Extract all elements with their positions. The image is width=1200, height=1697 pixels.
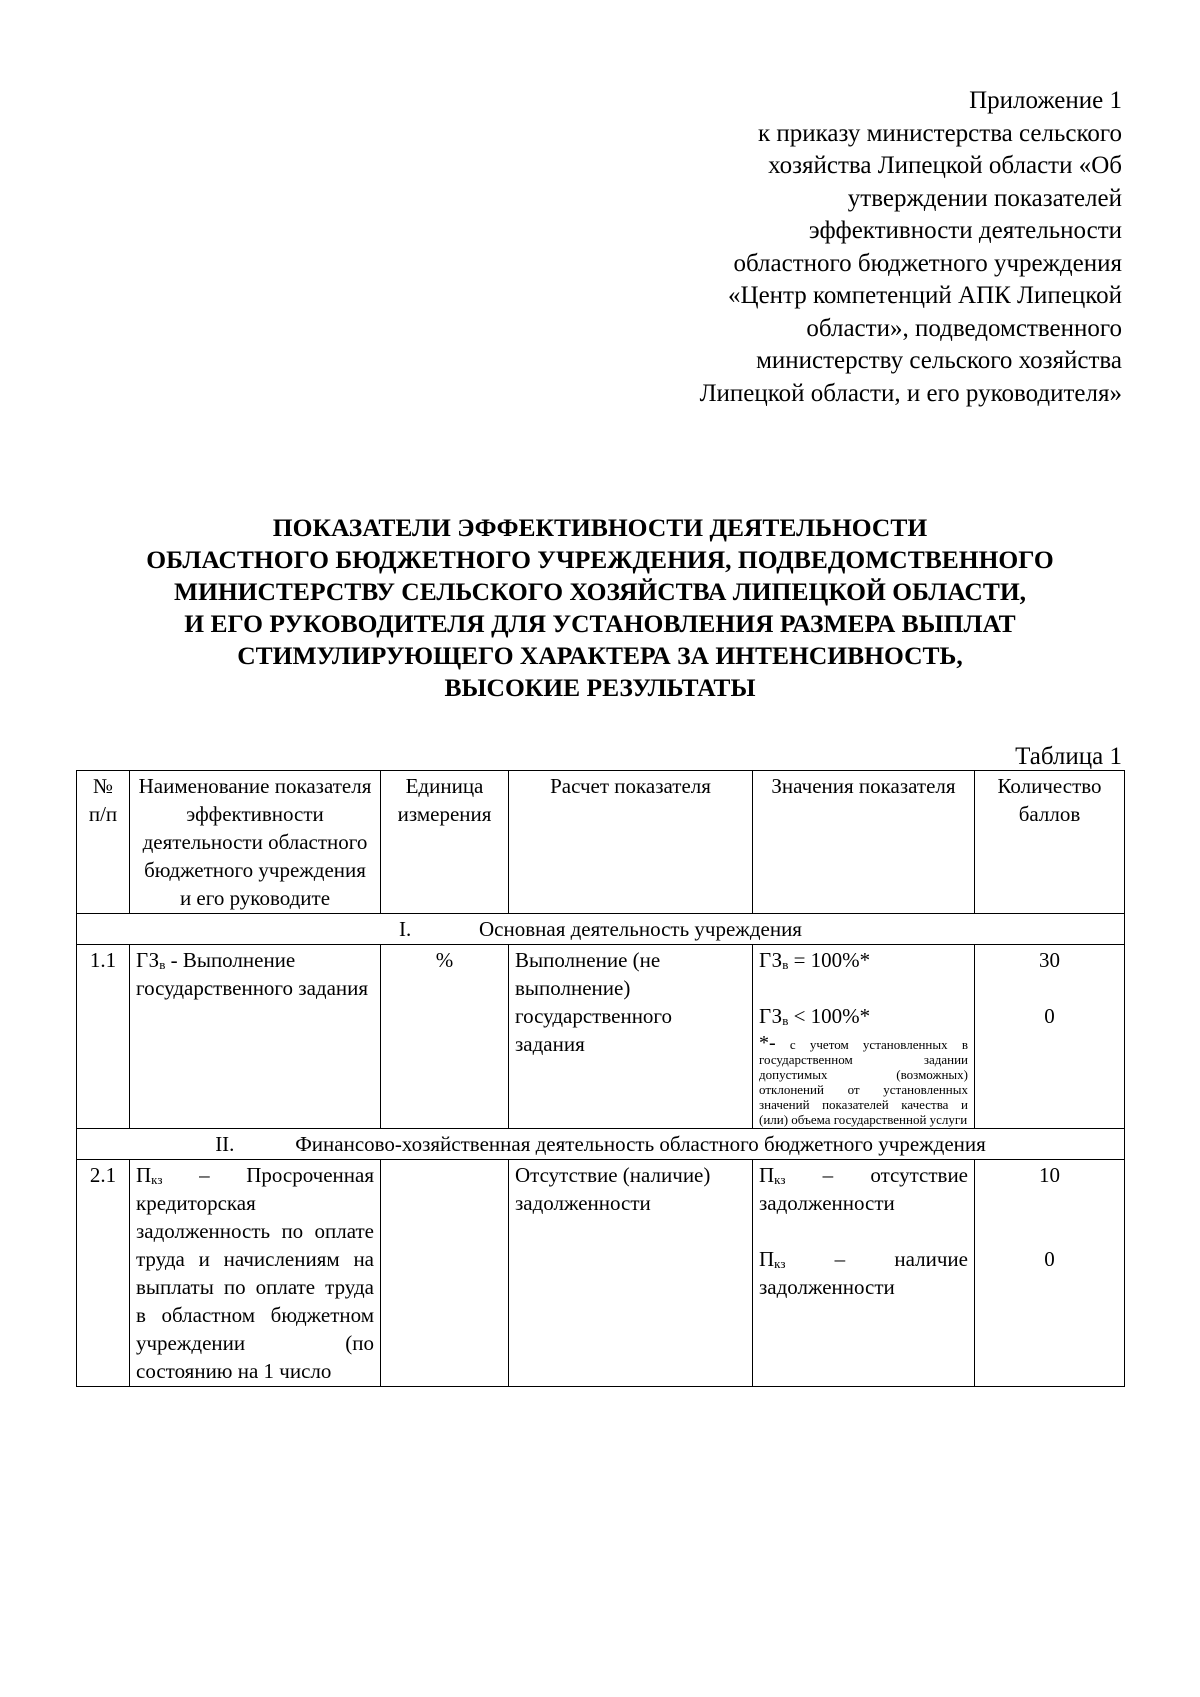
footnote-star: *- (759, 1032, 776, 1054)
footnote (759, 1032, 968, 1127)
table-row (77, 1160, 1125, 1387)
value-line (759, 946, 968, 974)
annex-line: министерству сельского хозяйства (756, 347, 1122, 374)
annex-line: областного бюджетного учреждения (733, 249, 1122, 277)
value-line (759, 1002, 968, 1030)
indicator-code: ГЗ (136, 948, 160, 972)
value-line (759, 1245, 968, 1301)
section-number: I. (399, 917, 412, 941)
header-unit: Единица измерения (381, 771, 509, 914)
section-title: Финансово-хозяйственная деятельность областного бюджетного учреждения (295, 1132, 986, 1156)
spacer (759, 974, 968, 1002)
footnote-text: с учетом установленных в государственном задании допустимых (возможных) отклонений от установленных значений показателей качества и (или) объема государственной услуги (759, 1037, 968, 1127)
row-unit: % (381, 945, 509, 1129)
spacer (981, 1189, 1118, 1217)
row-values (753, 1160, 975, 1387)
row-calc: Выполнение (не выполнение) государственного задания (509, 945, 753, 1129)
indicator-code-sub: кз (151, 1172, 163, 1187)
section-row (77, 914, 1125, 945)
title-line: СТИМУЛИРУЮЩЕГО ХАРАКТЕРА ЗА ИНТЕНСИВНОСТЬ, (237, 641, 963, 670)
points-value: 30 (1039, 948, 1060, 972)
header-name: Наименование показателя эффективности деятельности областного бюджетного учреждения и его руководите (130, 771, 381, 914)
table-label: Таблица 1 (1015, 743, 1122, 770)
value-code-sub: в (782, 1013, 789, 1028)
section-number: II. (215, 1132, 235, 1156)
table-header-row (77, 771, 1125, 914)
spacer (981, 974, 1118, 1002)
value-text: – наличие задолженности (759, 1247, 968, 1299)
row-name (130, 1160, 381, 1387)
indicators-table (76, 770, 1125, 1387)
title-line: ОБЛАСТНОГО БЮДЖЕТНОГО УЧРЕЖДЕНИЯ, ПОДВЕДОМСТВЕННОГО (146, 545, 1054, 574)
value-text: – отсутствие задолженности (759, 1163, 968, 1215)
section-cell (77, 1129, 1125, 1160)
row-unit (381, 1160, 509, 1387)
title-line: МИНИСТЕРСТВУ СЕЛЬСКОГО ХОЗЯЙСТВА ЛИПЕЦКОЙ ОБЛАСТИ, (173, 577, 1027, 606)
row-num: 1.1 (77, 945, 130, 1129)
value-code-sub: кз (774, 1172, 786, 1187)
row-num: 2.1 (77, 1160, 130, 1387)
header-values: Значения показателя (753, 771, 975, 914)
annex-line: «Центр компетенций АПК Липецкой (728, 282, 1122, 309)
title-line: И ЕГО РУКОВОДИТЕЛЯ ДЛЯ УСТАНОВЛЕНИЯ РАЗМЕРА ВЫПЛАТ (184, 609, 1016, 638)
row-points (975, 1160, 1125, 1387)
annex-line: Липецкой области, и его руководителя» (699, 379, 1122, 407)
title-line: ПОКАЗАТЕЛИ ЭФФЕКТИВНОСТИ ДЕЯТЕЛЬНОСТИ (272, 513, 928, 542)
annex-line: области», подведомственного (806, 314, 1122, 342)
row-values (753, 945, 975, 1129)
annex-line: утверждении показателей (847, 184, 1122, 212)
value-code-sub: в (782, 957, 789, 972)
row-points (975, 945, 1125, 1129)
value-text: = 100%* (788, 948, 871, 972)
annex-line: Приложение 1 (969, 87, 1122, 114)
points-value: 0 (1044, 1004, 1055, 1028)
annex-block (700, 85, 1122, 410)
header-points: Количество баллов (975, 771, 1125, 914)
annex-line: к приказу министерства сельского (757, 119, 1122, 147)
indicator-code: П (136, 1163, 152, 1187)
header-calc: Расчет показателя (509, 771, 753, 914)
header-num: № п/п (77, 771, 130, 914)
value-code: П (759, 1163, 775, 1187)
indicator-code-sub: в (159, 957, 166, 972)
document-title (60, 512, 1140, 704)
table-row (77, 945, 1125, 1129)
spacer (759, 1217, 968, 1245)
value-text: < 100%* (788, 1004, 871, 1028)
indicator-name: - Выполнение государственного задания (136, 948, 369, 1000)
indicator-name: – Просроченная кредиторская задолженность по оплате труда и начислениям на выплаты по оплате труда в областном бюджетном учреждении (по состоянию на 1 число (136, 1163, 374, 1383)
value-code-sub: кз (774, 1256, 786, 1271)
section-row (77, 1129, 1125, 1160)
points-value: 10 (1039, 1163, 1060, 1187)
annex-line: эффективности деятельности (808, 217, 1122, 244)
annex-line: хозяйства Липецкой области «Об (768, 152, 1122, 179)
points-value: 0 (1044, 1247, 1055, 1271)
row-calc: Отсутствие (наличие) задолженности (509, 1160, 753, 1387)
section-title: Основная деятельность учреждения (479, 917, 802, 941)
value-code: ГЗ (759, 1004, 783, 1028)
row-name (130, 945, 381, 1129)
value-line (759, 1161, 968, 1217)
value-code: ГЗ (759, 948, 783, 972)
title-line: ВЫСОКИЕ РЕЗУЛЬТАТЫ (444, 673, 756, 702)
value-code: П (759, 1247, 775, 1271)
section-cell (77, 914, 1125, 945)
